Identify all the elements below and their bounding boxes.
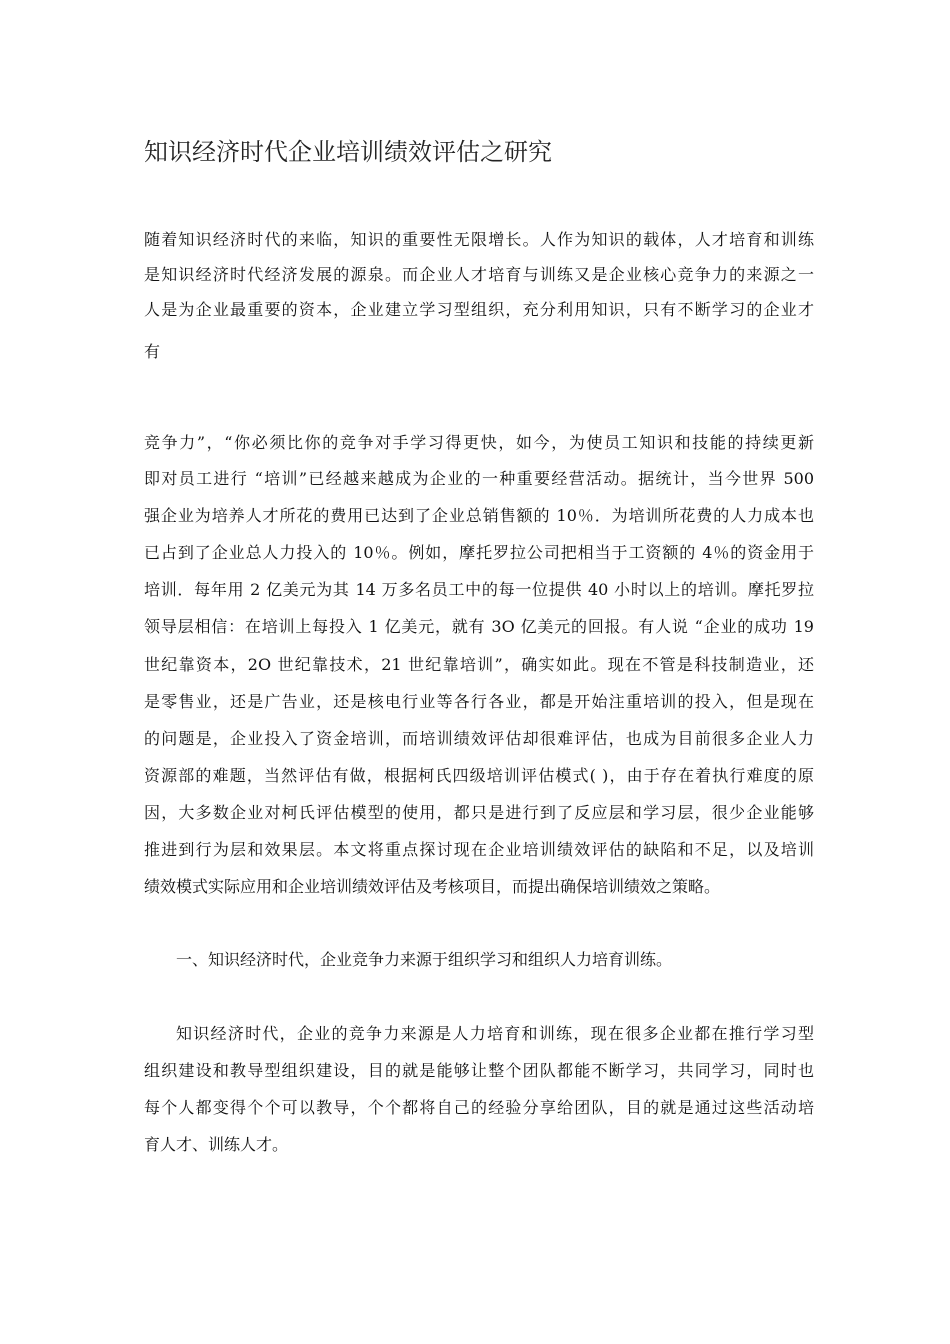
paragraph-2-line-10: 资源部的难题，当然评估有做，根据柯氏四级培训评估模式( )，由于存在着执行难度的原 xyxy=(144,766,814,785)
paragraph-3-line-1: 知识经济时代，企业的竞争力来源是人力培育和训练，现在很多企业都在推行学习型 xyxy=(176,1024,814,1043)
section-1-heading: 一、知识经济时代，企业竞争力来源于组织学习和组织人力培育训练。 xyxy=(176,950,673,969)
paragraph-2-line-11: 因，大多数企业对柯氏评估模型的使用，都只是进行到了反应层和学习层，很少企业能够 xyxy=(144,803,814,822)
paragraph-2-line-13: 绩效模式实际应用和企业培训绩效评估及考核项目，而提出确保培训绩效之策略。 xyxy=(144,877,721,896)
paragraph-3-line-3: 每个人都变得个个可以教导，个个都将自己的经验分享给团队，目的就是通过这些活动培 xyxy=(144,1098,814,1117)
paragraph-1-line-4: 有 xyxy=(144,342,161,361)
document-title: 知识经济时代企业培训绩效评估之研究 xyxy=(144,138,552,166)
paragraph-2-line-2: 即对员工进行 “培训”已经越来越成为企业的一种重要经营活动。据统计，当今世界 500 xyxy=(144,469,814,488)
paragraph-3-line-4: 育人才、训练人才。 xyxy=(144,1135,289,1154)
paragraph-2-line-12: 推进到行为层和效果层。本文将重点探讨现在企业培训绩效评估的缺陷和不足，以及培训 xyxy=(144,840,814,859)
paragraph-2-line-8: 是零售业，还是广告业，还是核电行业等各行各业，都是开始注重培训的投入，但是现在 xyxy=(144,692,814,711)
paragraph-2-line-6: 领导层相信：在培训上每投入 1 亿美元，就有 3O 亿美元的回报。有人说 “企业的成功 19 xyxy=(144,617,814,636)
paragraph-2-line-9: 的问题是，企业投入了资金培训，而培训绩效评估却很难评估，也成为目前很多企业人力 xyxy=(144,729,814,748)
paragraph-2-line-5: 培训．每年用 2 亿美元为其 14 万多名员工中的每一位提供 40 小时以上的培训。摩托罗拉 xyxy=(144,580,814,599)
paragraph-1-line-3: 人是为企业最重要的资本，企业建立学习型组织，充分利用知识，只有不断学习的企业才 xyxy=(144,300,814,319)
paragraph-1-line-1: 随着知识经济时代的来临，知识的重要性无限增长。人作为知识的载体，人才培育和训练 xyxy=(144,230,814,249)
paragraph-2-line-1: 竞争力”，“你必须比你的竞争对手学习得更快，如今，为使员工知识和技能的持续更新 xyxy=(144,433,814,452)
paragraph-2-line-4: 已占到了企业总人力投入的 10％。例如，摩托罗拉公司把相当于工资额的 4％的资金用于 xyxy=(144,543,814,562)
paragraph-3-line-2: 组织建设和教导型组织建设，目的就是能够让整个团队都能不断学习，共同学习，同时也 xyxy=(144,1061,814,1080)
paragraph-1-line-2: 是知识经济时代经济发展的源泉。而企业人才培育与训练又是企业核心竞争力的来源之一 xyxy=(144,265,814,284)
paragraph-2-line-3: 强企业为培养人才所花的费用已达到了企业总销售额的 10％．为培训所花费的人力成本也 xyxy=(144,506,814,525)
paragraph-2-line-7: 世纪靠资本，2O 世纪靠技术，21 世纪靠培训”，确实如此。现在不管是科技制造业，还 xyxy=(144,655,814,674)
